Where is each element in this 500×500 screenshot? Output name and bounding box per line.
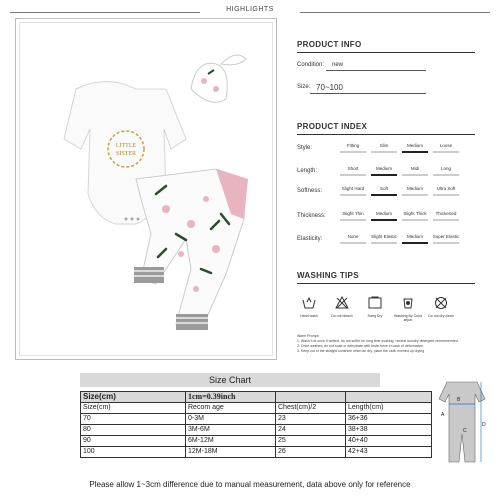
index-option-selected-bar	[371, 219, 397, 221]
index-option: Medium	[406, 234, 423, 239]
footer-note: Please allow 1~3cm difference due to manual measurement, data above only for reference	[89, 480, 411, 489]
column-header: Size(cm)	[81, 403, 186, 414]
tip-line-3: 3. Keep out of the straight sunshine when air dry, place the cloth evened up drying	[297, 349, 425, 353]
index-option: Short	[347, 166, 359, 171]
index-row-label: Softness:	[297, 188, 323, 194]
garment-measure-diagram	[437, 374, 487, 474]
condition-value: new	[332, 62, 344, 68]
table-cell: 36+36	[346, 414, 432, 425]
index-option-selected-bar	[371, 194, 397, 196]
tip-line-1: 1. Wash it at once if wetted, do not suffer for long time soaking, neutral laundry detergent recommended	[297, 339, 458, 343]
table-row	[81, 436, 432, 447]
table-cell: 70	[81, 414, 186, 425]
size-label: Size:	[297, 84, 311, 90]
index-option-bar	[402, 174, 428, 176]
hang-dry-icon	[368, 296, 382, 310]
table-cell: 40+40	[346, 436, 432, 447]
table-cell: 23	[276, 414, 346, 425]
table-cell: 100	[81, 447, 186, 458]
condition-label: Condition:	[297, 62, 325, 68]
index-option-bar	[433, 174, 459, 176]
table-cell: 80	[81, 425, 186, 436]
washing-tips-rule	[297, 283, 475, 284]
index-option: Thickened	[435, 211, 457, 216]
index-option-bar	[340, 194, 366, 196]
index-option: None	[347, 234, 359, 239]
diagram-label-b: B	[457, 397, 461, 403]
index-option-bar	[402, 194, 428, 196]
hand-wash-icon	[302, 296, 316, 310]
product-info-title: PRODUCT INFO	[297, 40, 362, 49]
index-option: Fitting	[346, 143, 360, 148]
product-image	[15, 18, 277, 360]
index-option: Midi	[410, 166, 420, 171]
index-option-bar	[433, 194, 459, 196]
index-option-bar	[433, 151, 459, 153]
table-cell: 26	[276, 447, 346, 458]
table-cell: 12M-18M	[186, 447, 276, 458]
index-option: Slight Thick	[403, 211, 427, 216]
index-option-selected-bar	[402, 242, 428, 244]
index-option-bar	[433, 219, 459, 221]
index-option-bar	[340, 151, 366, 153]
size-table-header-cell	[346, 392, 432, 403]
index-option: Medium	[375, 166, 392, 171]
no-bleach-icon	[335, 296, 349, 310]
table-cell: 6M-12M	[186, 436, 276, 447]
product-info-rule	[297, 52, 475, 53]
table-cell: 24	[276, 425, 346, 436]
index-option-selected-bar	[402, 151, 428, 153]
diagram-label-d: D	[482, 422, 486, 428]
size-value: 70~100	[316, 83, 343, 92]
table-row	[81, 414, 432, 425]
wash-by-color-icon	[401, 296, 415, 310]
index-option-bar	[340, 242, 366, 244]
table-row	[81, 425, 432, 436]
size-table-header-row	[81, 392, 432, 403]
size-chart-title: Size Chart	[80, 373, 380, 387]
product-index-rule	[297, 134, 475, 135]
table-cell: 38+38	[346, 425, 432, 436]
image-print-text: LITTLE	[115, 143, 137, 149]
column-header: Length(cm)	[346, 403, 432, 414]
index-option-bar	[371, 151, 397, 153]
diagram-label-c: C	[463, 428, 467, 434]
hang-dry-label: Hang Dry	[367, 314, 383, 318]
index-option: Ultra Soft	[436, 186, 456, 191]
index-option-selected-bar	[371, 174, 397, 176]
index-option-bar	[433, 242, 459, 244]
table-cell: 25	[276, 436, 346, 447]
index-option: Soft	[379, 186, 388, 191]
size-table-header-cell: Size(cm)	[81, 392, 186, 403]
wash-by-color-label: Washing By Color separ	[394, 314, 422, 322]
condition-underline	[326, 70, 426, 71]
index-row-label: Thickness:	[297, 213, 326, 219]
index-option: Loose	[439, 143, 453, 148]
index-option: Slim	[379, 143, 389, 148]
no-bleach-label: Do not bleach	[331, 314, 353, 318]
table-row	[81, 447, 432, 458]
index-option-bar	[402, 219, 428, 221]
size-underline	[310, 93, 426, 94]
table-cell: 90	[81, 436, 186, 447]
index-option: Medium	[406, 186, 423, 191]
index-option: Medium	[406, 143, 423, 148]
index-option-bar	[340, 219, 366, 221]
table-cell: 42+43	[346, 447, 432, 458]
product-index-title: PRODUCT INDEX	[297, 122, 368, 131]
index-option: Slight Elastic	[371, 234, 397, 239]
index-option: Medium	[375, 211, 392, 216]
svg-text:SISTER: SISTER	[115, 151, 137, 157]
index-option: Slight Hard	[341, 186, 365, 191]
size-table-columns-row	[81, 403, 432, 414]
index-row-label: Elasticity:	[297, 236, 323, 242]
index-row-label: Style:	[297, 145, 313, 151]
index-option: Super Elastic	[432, 234, 460, 239]
index-option: Long	[440, 166, 451, 171]
outfit-illustration	[16, 19, 276, 359]
no-dry-clean-label: Do not dry clean	[428, 314, 454, 318]
tip-line-2: 2. Once washed, do not soak or dehydrate with brute force in case of deformation	[297, 344, 424, 348]
washing-tips-title: WASHING TIPS	[297, 271, 359, 280]
size-table-header-cell	[276, 392, 346, 403]
index-option-bar	[340, 174, 366, 176]
column-header: Chest(cm)/2	[276, 403, 346, 414]
table-cell: 3M-6M	[186, 425, 276, 436]
index-option: Slight Thin	[342, 211, 364, 216]
no-dry-clean-icon	[434, 296, 448, 310]
header-title: HIGHLIGHTS	[226, 6, 274, 13]
index-option-bar	[371, 242, 397, 244]
size-table-header-cell: 1cm=0.39inch	[186, 392, 276, 403]
hand-wash-label: Hand wash	[300, 314, 318, 318]
size-table	[80, 391, 432, 458]
table-cell: 0-3M	[186, 414, 276, 425]
diagram-label-a: A	[441, 412, 445, 418]
tips-heading: Warm Prompt:	[297, 334, 320, 338]
index-row-label: Length:	[297, 168, 318, 174]
column-header: Recom age	[186, 403, 276, 414]
